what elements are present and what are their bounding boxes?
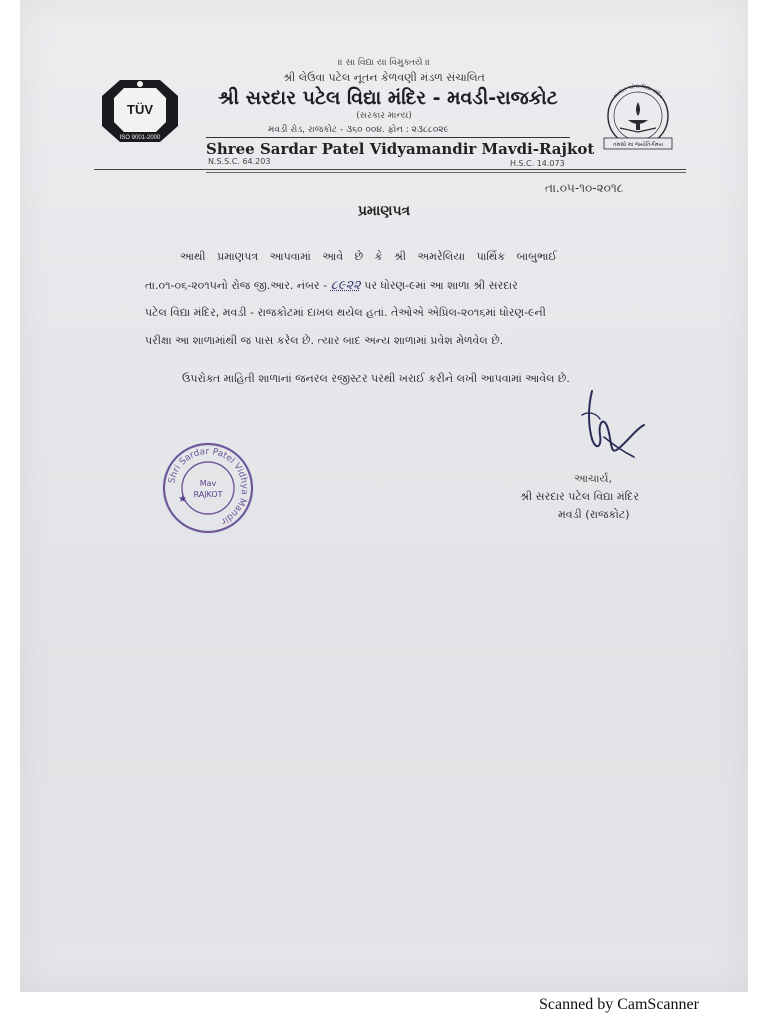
school-motto: ॥ સા વિદ્યા યા વિમુક્તયે ॥ (337, 58, 431, 68)
line-2-start: તા.૦૧-૦૬-૨૦૧૫નો રોજ જી.આર. નંબર - (145, 279, 331, 292)
certificate-line-2 (145, 278, 518, 293)
signatory-place: મવડી (રાજકોટ) (558, 508, 630, 521)
signatory-school: શ્રી સરદાર પટેલ વિદ્યા મંદિર (520, 490, 640, 503)
certificate-line-5: ઉપરોક્ત માહિતી શાળાનાં જનરલ રજીસ્ટર પરથી ખરાઈ કરીને લખી આપવામાં આવેલ છે. (182, 372, 570, 385)
school-name-gujarati: શ્રી સરદાર પટેલ વિદ્યા મંદિર - મવડી-રાજકોટ (218, 87, 558, 109)
crest-bottom-text: તમસો મા જ્યોતિર્ગમય (612, 142, 664, 148)
recognition-note: (સરકાર માન્ય) (356, 111, 412, 121)
seal-star-icon: ★ (178, 494, 187, 505)
crest-top-text: સરદાર પટેલ વિદ્યા મંદિર (612, 83, 664, 100)
certificate-line-3: પટેલ વિદ્યા મંદિર, મવડી - રાજકોટમાં દાખલ થયેલ હતાં. તેઓએ એપ્રિલ-૨૦૧૬માં ધોરણ-૯ની (145, 306, 546, 319)
svg-text:સરદાર પટેલ વિદ્યા મંદિર (612, 83, 664, 100)
seal-center-line-2: RAJKOT (193, 490, 223, 499)
tuv-caption: ISO 9001-2000 (119, 135, 161, 141)
principal-signature (578, 385, 650, 467)
school-name-english: Shree Sardar Patel Vidyamandir Mavdi-Rajkot (206, 140, 595, 158)
scanner-credit: Scanned by CamScanner (539, 996, 699, 1013)
school-address: મવડી રોડ, રાજકોટ - ૩૬૦ ૦૦૪. ફોન : ૨૩૮૮૦૨૯ (268, 125, 449, 135)
header-rule-inner (206, 172, 686, 173)
certificate-line-4: પરીક્ષા આ શાળામાંથી જ પાસ કરેલ છે. ત્યાર બાદ અન્ય શાળામાં પ્રવેશ મેળવેલ છે. (145, 334, 504, 347)
seal-center-line-1: Mav (199, 479, 217, 488)
document-date: તા.૦૫-૧૦-૨૦૧૮ (545, 181, 624, 195)
hsc-number: H.S.C. 14.073 (510, 159, 565, 168)
gr-number: ૮૯૨૨ (330, 278, 361, 293)
trust-line: શ્રી લેઉવા પટેલ નૂતન કેળવણી મંડળ સંચાલિત (283, 71, 485, 84)
school-seal-stamp (160, 440, 256, 536)
header-rule (94, 169, 686, 170)
seal-ring-text: Shri Sardar Patel Vidhya Mandir (167, 446, 250, 526)
signatory-designation: આચાર્ય, (574, 472, 612, 485)
certificate-line-1: આથી પ્રમાણપત્ર આપવામાં આવે છે કે શ્રી અમરેલિયા પાર્થિક બાબુભાઈ (180, 250, 557, 263)
document-title: પ્રમાણપત્ર (357, 203, 411, 219)
nssc-number: N.S.S.C. 64.203 (208, 157, 271, 166)
header-divider (206, 137, 570, 138)
tuv-brand: TÜV (127, 102, 153, 117)
line-2-end: પર ધોરણ-૯માં આ શાળા શ્રી સરદાર (360, 279, 518, 292)
